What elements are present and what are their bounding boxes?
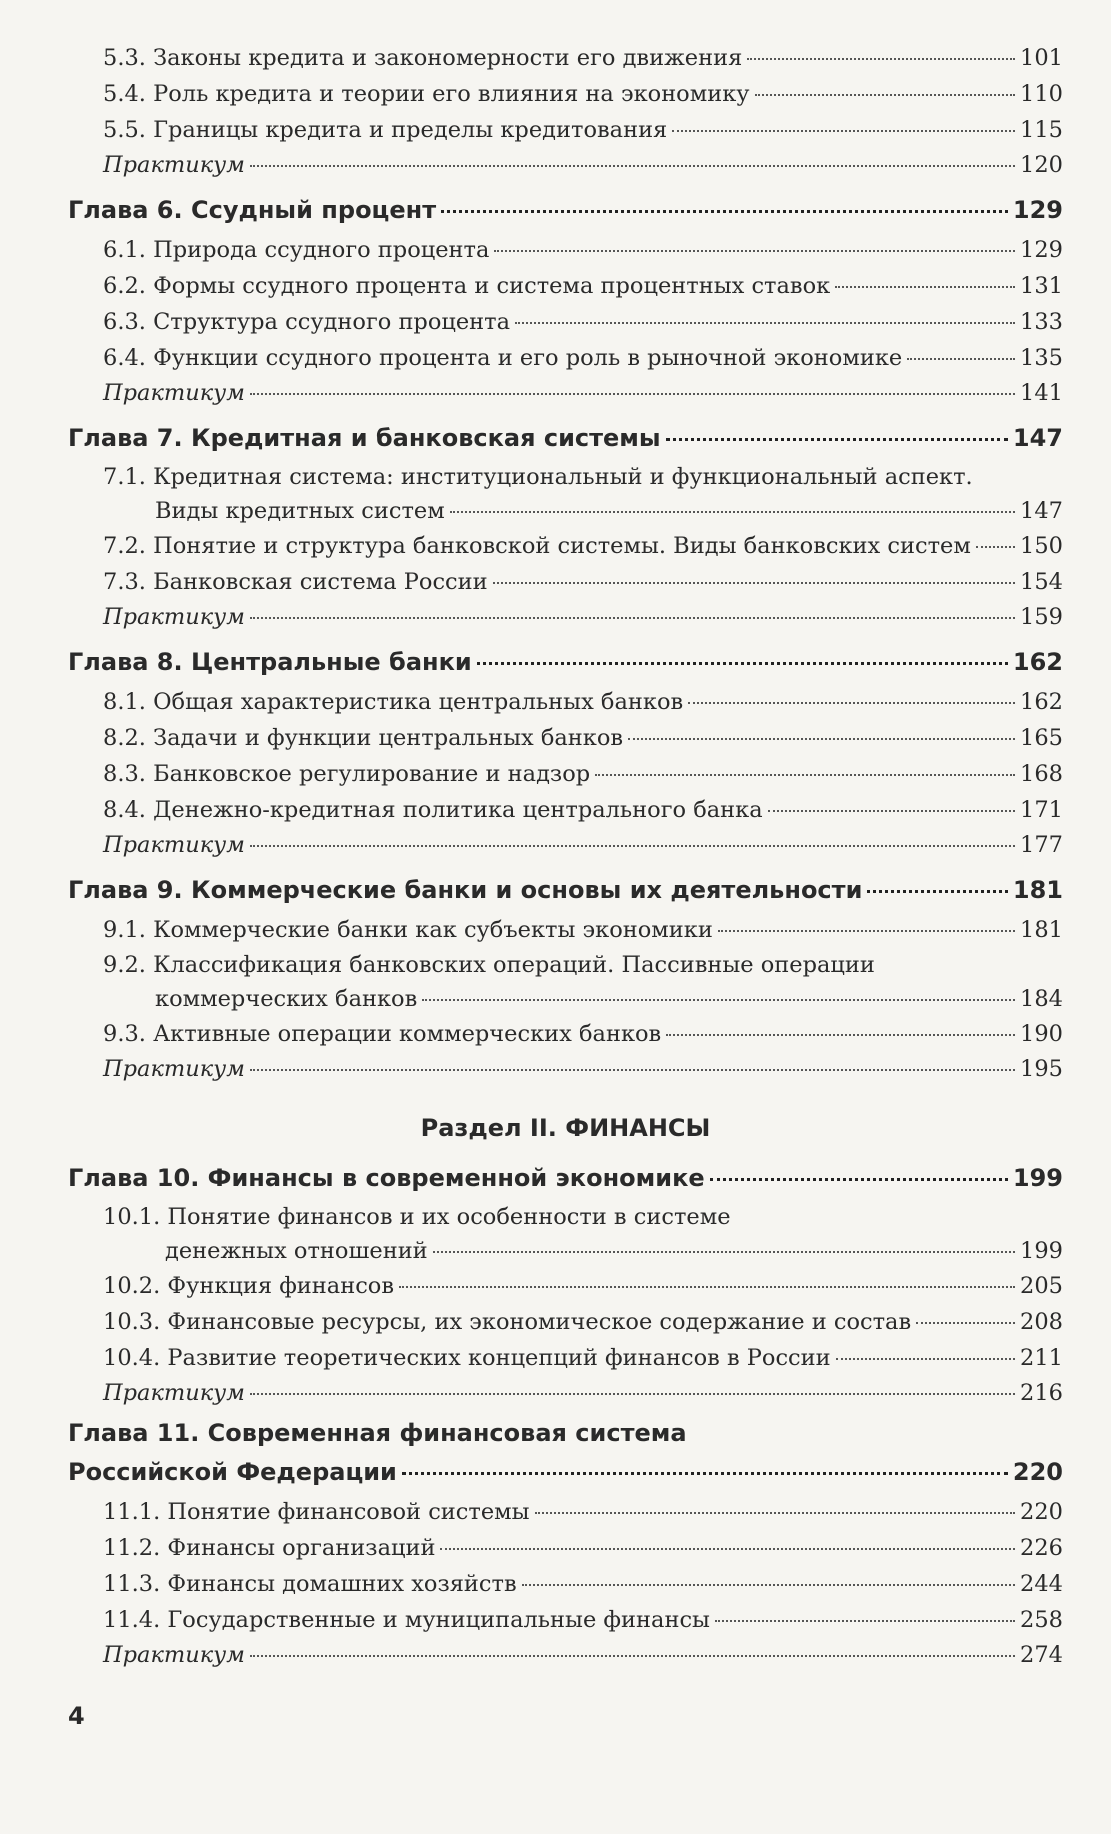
page-ref: 181 <box>1012 876 1063 904</box>
page-ref: 159 <box>1020 604 1063 630</box>
section-number: 11.3. <box>103 1571 161 1597</box>
toc-chapter-entry <box>68 188 1063 232</box>
toc-section-entry <box>103 460 1063 528</box>
section-title-text: Классификация банковских операций. Пассивные операции <box>153 952 875 978</box>
page-ref: 110 <box>1020 81 1063 107</box>
page-ref: 184 <box>1020 986 1063 1012</box>
page-ref: 258 <box>1020 1607 1063 1633</box>
page-number: 4 <box>68 1702 85 1730</box>
section-title-text: Понятие финансов и их особенности в системе <box>167 1204 731 1230</box>
toc-section-entry <box>103 1602 1063 1638</box>
section-number: 8.1. <box>103 689 146 715</box>
section-number: 6.2. <box>103 273 146 299</box>
toc-section-entry <box>103 1494 1063 1530</box>
dot-leader <box>522 1584 1015 1586</box>
toc-chapter-entry <box>68 868 1063 912</box>
page-ref: 211 <box>1020 1345 1063 1371</box>
section-title-text: Структура ссудного процента <box>153 309 511 335</box>
toc-section-entry <box>103 564 1063 600</box>
toc-section-entry <box>103 756 1063 792</box>
chapter-title: Глава 6. Ссудный процент <box>68 196 437 224</box>
dot-leader <box>747 58 1015 60</box>
page-ref: 181 <box>1020 917 1063 943</box>
section-title <box>103 40 742 76</box>
page-ref: 190 <box>1020 1021 1063 1047</box>
page-ref: 120 <box>1020 152 1063 178</box>
dot-leader <box>440 1548 1015 1550</box>
section-title <box>103 564 488 600</box>
dot-leader <box>835 286 1015 288</box>
toc-section-entry <box>103 912 1063 948</box>
practicum-title: Практикум <box>103 1056 245 1082</box>
page-ref: 101 <box>1020 45 1063 71</box>
section-title-text: Финансы организаций <box>167 1535 436 1561</box>
section-number: 10.1. <box>103 1204 161 1230</box>
section-title <box>103 1304 911 1340</box>
section-title <box>103 792 763 828</box>
section-title <box>103 1566 517 1602</box>
section-title-text: Роль кредита и теории его влияния на экономику <box>153 81 750 107</box>
section-title-text: Коммерческие банки как субъекты экономики <box>153 917 713 943</box>
section-title <box>103 268 830 304</box>
page-ref: 129 <box>1020 237 1063 263</box>
dot-leader <box>494 250 1015 252</box>
toc-chapter-entry <box>68 1416 1063 1494</box>
toc-section-entry <box>103 1566 1063 1602</box>
toc-section-entry <box>103 528 1063 564</box>
page-ref: 205 <box>1020 1273 1063 1299</box>
section-title-line2 <box>103 494 1063 528</box>
section-title-text: Функция финансов <box>167 1273 395 1299</box>
section-number: 9.2. <box>103 952 146 978</box>
page-ref: 150 <box>1020 533 1063 559</box>
section-title <box>103 1340 831 1376</box>
section-title <box>103 76 750 112</box>
practicum-title: Практикум <box>103 604 245 630</box>
page-ref: 154 <box>1020 569 1063 595</box>
toc-section-entry <box>103 232 1063 268</box>
section-title-text: Функции ссудного процента и его роль в рыночной экономике <box>153 345 903 371</box>
chapter-title: Глава 9. Коммерческие банки и основы их деятельности <box>68 876 863 904</box>
page-ref: 115 <box>1020 117 1063 143</box>
section-number: 10.2. <box>103 1273 161 1299</box>
toc-chapter-entry <box>68 416 1063 460</box>
section-title-text: Денежно-кредитная политика центрального банка <box>153 797 763 823</box>
section-title-continuation: денежных отношений <box>165 1238 428 1264</box>
section-number: 9.3. <box>103 1021 146 1047</box>
section-number: 7.1. <box>103 464 146 490</box>
toc-section-entry <box>103 40 1063 76</box>
page-ref: 147 <box>1012 424 1063 452</box>
toc-practicum-entry <box>103 376 1063 410</box>
practicum-title: Практикум <box>103 1642 245 1668</box>
page-ref: 177 <box>1020 832 1063 858</box>
dot-leader <box>688 702 1015 704</box>
chapter-title: Глава 7. Кредитная и банковская системы <box>68 424 661 452</box>
page-ref: 274 <box>1020 1642 1063 1668</box>
section-number: 7.2. <box>103 533 146 559</box>
section-title-text: Финансы домашних хозяйств <box>167 1571 517 1597</box>
toc-section-entry <box>103 720 1063 756</box>
section-title-text: Границы кредита и пределы кредитования <box>153 117 668 143</box>
table-of-contents <box>68 40 1063 1672</box>
page-ref: 208 <box>1020 1309 1063 1335</box>
section-title-text: Общая характеристика центральных банков <box>153 689 684 715</box>
section-number: 9.1. <box>103 917 146 943</box>
page-ref: 162 <box>1020 689 1063 715</box>
toc-section-entry <box>103 76 1063 112</box>
dot-leader <box>450 511 1015 513</box>
section-title-line2 <box>103 1234 1063 1268</box>
practicum-title: Практикум <box>103 152 245 178</box>
practicum-title: Практикум <box>103 832 245 858</box>
section-title-line1 <box>103 1200 1063 1234</box>
toc-section-entry <box>103 1304 1063 1340</box>
section-title <box>103 756 590 792</box>
section-number: 10.4. <box>103 1345 161 1371</box>
page-ref: 199 <box>1020 1238 1063 1264</box>
toc-practicum-entry <box>103 1638 1063 1672</box>
dot-leader <box>250 845 1015 847</box>
section-title <box>103 232 489 268</box>
dot-leader <box>250 617 1015 619</box>
toc-section-entry <box>103 112 1063 148</box>
section-title-text: Законы кредита и закономерности его движения <box>153 45 743 71</box>
dot-leader <box>907 358 1015 360</box>
toc-section-entry <box>103 1268 1063 1304</box>
dot-leader <box>402 1472 1008 1475</box>
dot-leader <box>477 662 1008 665</box>
section-title-text: Банковское регулирование и надзор <box>153 761 591 787</box>
toc-section-entry <box>103 340 1063 376</box>
section-title <box>103 720 623 756</box>
practicum-title: Практикум <box>103 1380 245 1406</box>
toc-chapter-entry <box>68 1156 1063 1200</box>
section-number: 8.4. <box>103 797 146 823</box>
page-ref: 135 <box>1020 345 1063 371</box>
section-title-text: Природа ссудного процента <box>153 237 490 263</box>
chapter-title: Глава 8. Центральные банки <box>68 648 472 676</box>
dot-leader <box>710 1178 1008 1181</box>
dot-leader <box>836 1358 1015 1360</box>
section-title-text: Формы ссудного процента и система процентных ставок <box>153 273 831 299</box>
toc-section-entry <box>103 948 1063 1016</box>
toc-practicum-entry <box>103 148 1063 182</box>
dot-leader <box>666 1034 1015 1036</box>
dot-leader <box>250 1393 1015 1395</box>
section-title-text: Государственные и муниципальные финансы <box>167 1607 710 1633</box>
section-title-line1 <box>103 460 1063 494</box>
page-ref: 220 <box>1020 1499 1063 1525</box>
dot-leader <box>250 393 1015 395</box>
dot-leader <box>628 738 1015 740</box>
page-ref: 133 <box>1020 309 1063 335</box>
chapter-title-continuation: Российской Федерации <box>68 1458 397 1486</box>
toc-section-entry <box>103 1200 1063 1268</box>
section-title <box>103 112 667 148</box>
section-number: 5.5. <box>103 117 146 143</box>
dot-leader <box>441 210 1008 213</box>
page-ref: 129 <box>1012 196 1063 224</box>
dot-leader <box>976 546 1015 548</box>
toc-chapter-entry <box>68 640 1063 684</box>
section-number: 8.3. <box>103 761 146 787</box>
dot-leader <box>718 930 1015 932</box>
toc-section-entry <box>103 1530 1063 1566</box>
dot-leader <box>493 582 1015 584</box>
page-ref: 131 <box>1020 273 1063 299</box>
dot-leader <box>768 810 1015 812</box>
toc-section-entry <box>103 304 1063 340</box>
dot-leader <box>666 438 1008 441</box>
section-title-text: Финансовые ресурсы, их экономическое содержание и состав <box>167 1309 912 1335</box>
section-title <box>103 528 971 564</box>
section-title-line2 <box>103 982 1063 1016</box>
section-number: 6.3. <box>103 309 146 335</box>
section-title <box>103 684 683 720</box>
dot-leader <box>250 1655 1015 1657</box>
practicum-title: Практикум <box>103 380 245 406</box>
dot-leader <box>399 1286 1015 1288</box>
section-title <box>103 1602 710 1638</box>
page-ref: 220 <box>1012 1458 1063 1486</box>
toc-practicum-entry <box>103 600 1063 634</box>
dot-leader <box>433 1251 1015 1253</box>
section-title-continuation: Виды кредитных систем <box>155 498 445 524</box>
dot-leader <box>867 890 1008 893</box>
section-number: 11.2. <box>103 1535 161 1561</box>
section-number: 11.1. <box>103 1499 161 1525</box>
page-ref: 199 <box>1012 1164 1063 1192</box>
section-title-text: Задачи и функции центральных банков <box>153 725 624 751</box>
page-ref: 216 <box>1020 1380 1063 1406</box>
section-title-text: Развитие теоретических концепций финансов в России <box>167 1345 831 1371</box>
dot-leader <box>422 999 1015 1001</box>
section-title <box>103 1494 530 1530</box>
page-ref: 141 <box>1020 380 1063 406</box>
chapter-title-line2 <box>68 1450 1063 1494</box>
dot-leader <box>715 1620 1015 1622</box>
dot-leader <box>595 774 1015 776</box>
section-title-text: Кредитная система: институциональный и функциональный аспект. <box>153 464 973 490</box>
section-title-text: Понятие и структура банковской системы. Виды банковских систем <box>153 533 971 559</box>
toc-section-entry <box>103 684 1063 720</box>
toc-section-entry <box>103 1016 1063 1052</box>
dot-leader <box>515 322 1015 324</box>
dot-leader <box>250 165 1015 167</box>
page-ref: 165 <box>1020 725 1063 751</box>
toc-practicum-entry <box>103 1052 1063 1086</box>
section-title-text: Понятие финансовой системы <box>167 1499 530 1525</box>
section-number: 10.3. <box>103 1309 161 1335</box>
dot-leader <box>755 94 1016 96</box>
section-number: 7.3. <box>103 569 146 595</box>
toc-section-entry <box>103 1340 1063 1376</box>
page-ref: 244 <box>1020 1571 1063 1597</box>
page-ref: 168 <box>1020 761 1063 787</box>
section-title <box>103 1530 435 1566</box>
dot-leader <box>916 1322 1015 1324</box>
section-title <box>103 304 510 340</box>
section-title <box>103 912 713 948</box>
section-title-line1 <box>103 948 1063 982</box>
toc-section-entry <box>103 268 1063 304</box>
section-title-text: Активные операции коммерческих банков <box>153 1021 662 1047</box>
page-ref: 171 <box>1020 797 1063 823</box>
section-title <box>103 340 902 376</box>
toc-practicum-entry <box>103 1376 1063 1410</box>
toc-practicum-entry <box>103 828 1063 862</box>
section-title <box>103 1268 394 1304</box>
part-heading: Раздел II. ФИНАНСЫ <box>420 1114 711 1142</box>
section-title <box>103 1016 661 1052</box>
section-number: 6.4. <box>103 345 146 371</box>
toc-section-entry <box>103 792 1063 828</box>
page-ref: 147 <box>1020 498 1063 524</box>
chapter-title-line1: Глава 11. Современная финансовая система <box>68 1419 687 1447</box>
dot-leader <box>250 1069 1015 1071</box>
section-title-text: Банковская система России <box>153 569 488 595</box>
section-number: 5.4. <box>103 81 146 107</box>
chapter-title: Глава 10. Финансы в современной экономике <box>68 1164 705 1192</box>
page-ref: 162 <box>1012 648 1063 676</box>
dot-leader <box>535 1512 1015 1514</box>
section-number: 6.1. <box>103 237 146 263</box>
section-number: 8.2. <box>103 725 146 751</box>
section-title-continuation: коммерческих банков <box>155 986 418 1012</box>
page-ref: 226 <box>1020 1535 1063 1561</box>
section-number: 11.4. <box>103 1607 161 1633</box>
section-number: 5.3. <box>103 45 146 71</box>
dot-leader <box>672 130 1015 132</box>
page-ref: 195 <box>1020 1056 1063 1082</box>
